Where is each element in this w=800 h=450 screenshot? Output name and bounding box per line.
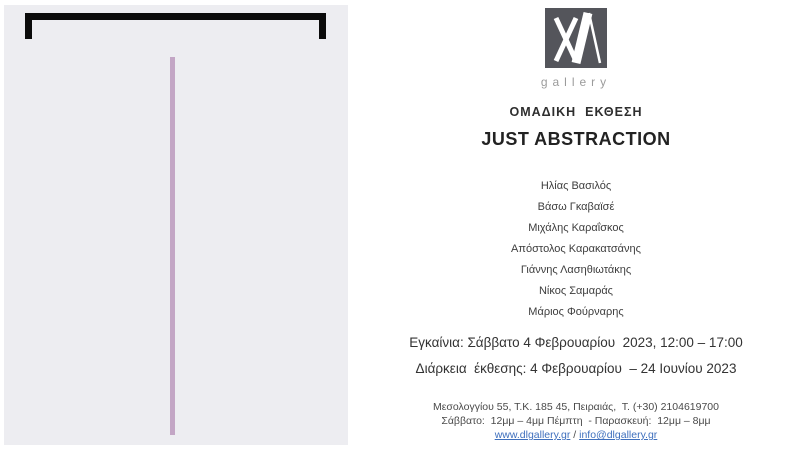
opening-hours-line: Σάββατο: 12μμ – 4μμ Πέμπτη - Παρασκευή: 12μμ – 8μμ (441, 415, 711, 427)
gallery-logo-label: gallery (540, 75, 612, 89)
artist-name: Γιάννης Λασηθιωτάκης (520, 264, 632, 276)
website-link[interactable]: www.dlgallery.gr (494, 429, 571, 441)
address-line: Μεσολογγίου 55, Τ.Κ. 185 45, Πειραιάς, Τ. (+30) 2104619700 (433, 401, 719, 413)
artist-name: Μάριος Φούρναρης (528, 306, 624, 318)
exhibition-duration-line: Διάρκεια έκθεσης: 4 Φεβρουαρίου – 24 Ιουνίου 2023 (415, 361, 737, 376)
email-link[interactable]: info@dlgallery.gr (579, 429, 658, 441)
event-details (356, 330, 796, 382)
opening-date-line: Εγκαίνια: Σάββατο 4 Φεβρουαρίου 2023, 12:00 – 17:00 (409, 335, 743, 350)
link-separator: / (570, 429, 580, 441)
artist-name: Ηλίας Βασιλός (540, 180, 612, 192)
invitation-panel (356, 0, 796, 450)
artist-name: Μιχάλης Καραΐσκος (528, 222, 624, 234)
exhibition-title: JUST ABSTRACTION (481, 129, 671, 149)
artist-list (356, 176, 796, 323)
links-line (356, 428, 796, 442)
artist-name: Νίκος Σαμαράς (538, 285, 613, 297)
gallery-logo-monogram-icon (545, 8, 607, 68)
artist-name: Βάσω Γκαβαϊσέ (537, 201, 615, 213)
gallery-logo (356, 8, 796, 89)
exhibition-type-label: ΟΜΑΔΙΚΗ ΕΚΘΕΣΗ (509, 105, 643, 119)
artwork-black-bracket-shape (25, 13, 326, 39)
artist-name: Απόστολος Καρακατσάνης (511, 243, 641, 255)
artwork-vertical-line-shape (170, 57, 175, 435)
artwork-image (4, 5, 348, 445)
contact-footer (356, 400, 796, 442)
